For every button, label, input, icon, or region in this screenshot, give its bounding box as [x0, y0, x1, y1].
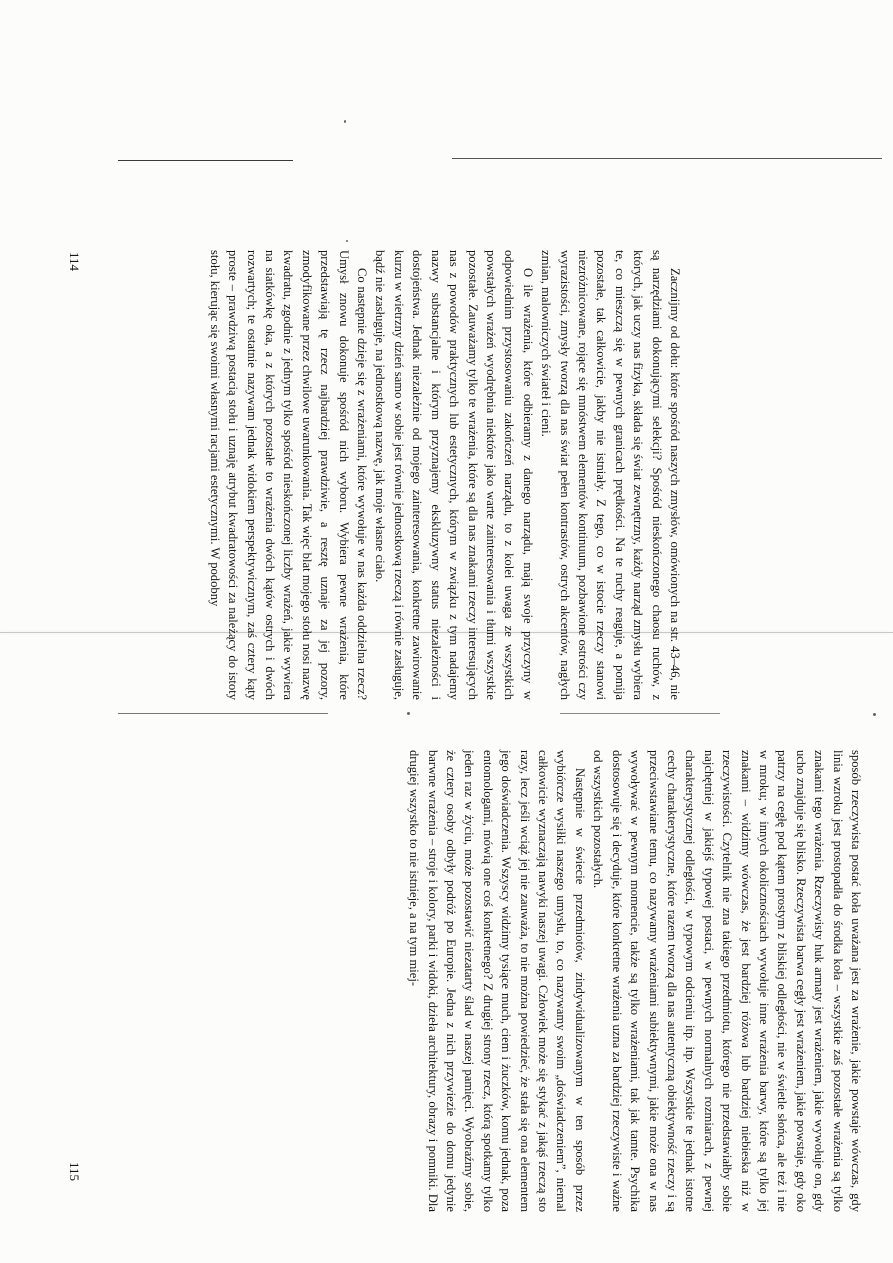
dust-speck [344, 120, 346, 123]
top-edge-rule-upper [118, 160, 293, 161]
paragraph: sposób rzeczywista postać koła uważana jest za wrażenie, jakie powstaje wówczas, gdy linia wzroku jest prostopadła do środka koła – wszystkie zaś pozostałe wrażenia są tylko znakami tego wrażenia. Rzeczywisty huk armaty jest wrażeniem, jakie wywołuje on, gdy ucho znajduje się blisko. Rzeczywista barwa cegły jest wrażeniem, jakie powstaje, gdy oko patrzy na cegłę pod kątem prostym z bliskiej odległości, nie w świetle słońca, ale też i nie w mroku; w innych okolicznościach wywołuje inne wrażenia barwy, które są tylko jej znakami – widzimy wówczas, że jest bardziej różowa lub bardziej niebieska niż w rzeczywistości. Czytelnik nie zna takiego przedmiotu, którego nie przedstawiałby sobie najchętniej w jakiejś typowej postaci, w pewnych normalnych rozmiarach, z pewnej charakterystycznej odległości, w typowym odcieniu itp. itp. Wszystkie te jednak istotne cechy charakterystyczne, które razem tworzą dla nas autentyczną obiektywność rzeczy i są przeciwstawiane temu, co nazywamy wrażeniami subiektywnymi, jakie może ona w nas wywoływać w pewnym momencie, także są tylko wrażeniami, tak jak tamte. Psychika dostosowuje się i decyduje, które konkretne wrażenia uzna za bardziej rzeczywiste i ważne od wszystkich pozostałych. [591, 750, 863, 1212]
top-edge-rule-lower-right [560, 713, 720, 714]
paragraph: Co następnie dzieje się z wrażeniami, które wywołuje w nas każda oddzielna rzecz? Umysł znowu dokonuje spośród nich wyboru. Wybiera pewne wrażenia, które przedstawiają tę rzecz najbardziej prawdziwie, a resztę uznaje za jej pozory, zmodyfikowane przez chwilowe uwarunkowania. Tak więc blat mojego stołu nosi nazwę kwadratu, zgodnie z jednym tylko spośród nieskończonej liczby wrażeń, jakie wywiera na siatkówkę oka, a z których pozostałe to wrażenia dwóch kątów ostrych i dwóch rozwartych; te ostatnie nazywam jednak widokiem perspektywicznym, zaś cztery kąty proste – prawdziwą postacią stołu i uznaję atrybut kwadratowości za należący do istoty stołu, kierując się swoimi własnymi racjami estetycznymi. W podobny [207, 250, 370, 700]
page-number-115: 115 [67, 1162, 82, 1182]
top-edge-rule-upper-right [452, 158, 882, 159]
dust-speck [407, 712, 410, 715]
page-number-114: 114 [67, 252, 82, 272]
page-115 [110, 750, 865, 1212]
paragraph: O ile wrażenia, które odbieramy z danego narządu, mają swoje przyczyny w odpowiednim przystosowaniu zakończeń narządu, to z kolei uwaga ze wszystkich powstałych wrażeń wyodrębnia niektóre jako warte zainteresowania i tłumi wszystkie pozostałe. Zauważamy tylko te wrażenia, które są dla nas znakami rzeczy interesujących nas z powodów praktycznych lub estetycznych, którym w związku z tym nadajemy nazwy substancjalne i którym przyznajemy ekskluzywny status niezależności i dostojeństwa. Jednak niezależnie od mojego zainteresowania, konkretne zawirowanie kurzu w wietrzny dzień samo w sobie jest równie jednostkową rzeczą i równie zasługuje, bądź nie zasługuje, na jednostkową nazwę, jak moje własne ciało. [373, 250, 535, 700]
dust-speck [873, 713, 876, 716]
page-114 [119, 250, 684, 700]
page-115-body [405, 750, 865, 1212]
paragraph: Następnie w świecie przedmiotów, zindywidualizowanym w ten sposób przez wybiórcze wysiłki naszego umysłu, to, co nazywamy swoim „doświadczeniem”, niemal całkowicie wyznaczają nawyki naszej uwagi. Człowiek może się stykać z jakąś rzeczą sto razy, lecz jeśli wciąż jej nie zauważa, to nie można powiedzieć, że stała się ona elementem jego doświadczenia. Wszyscy widzimy tysiące much, ciem i żuczków, komu jednak, poza entomologami, mówią one coś konkretnego? Z drugiej strony rzecz, którą spotkamy tylko jeden raz w życiu, może pozostawić niezatarty ślad w naszej pamięci. Wyobraźmy sobie, że cztery osoby odbyły podróż po Europie. Jedna z nich przywiezie do domu jedynie barwne wrażenia – stroje i kolory, parki i widoki, dzieła architektury, obrazy i pomniki. Dla drugiej wszystko to nie istnieje, a na tym miej- [407, 750, 587, 1212]
page-114-body [205, 250, 684, 700]
dust-speck [346, 240, 348, 242]
paragraph: Zacznijmy od dołu: które spośród naszych zmysłów, omówionych na str. 43–46, nie są narzędziami dokonującymi selekcji? Spośród nieskończonego chaosu ruchów, z których, jak uczy nas fizyka, składa się świat zewnętrzny, każdy narząd zmysłu wybiera te, co mieszczą się w pewnych granicach prędkości. Na te ruchy reaguje, a pomija pozostałe, tak całkowicie, jakby nie istniały. Z tego, co w istocie rzeczy stanowi niezróżnicowane, rojące się mnóstwem elementów kontinuum, pozbawione ostrości czy wyrazistości, zmysły tworzą dla nas świat pełen kontrastów, ostrych akcentów, nagłych zmian, malowniczych świateł i cieni. [539, 250, 682, 700]
top-edge-rule-lower [118, 713, 328, 714]
